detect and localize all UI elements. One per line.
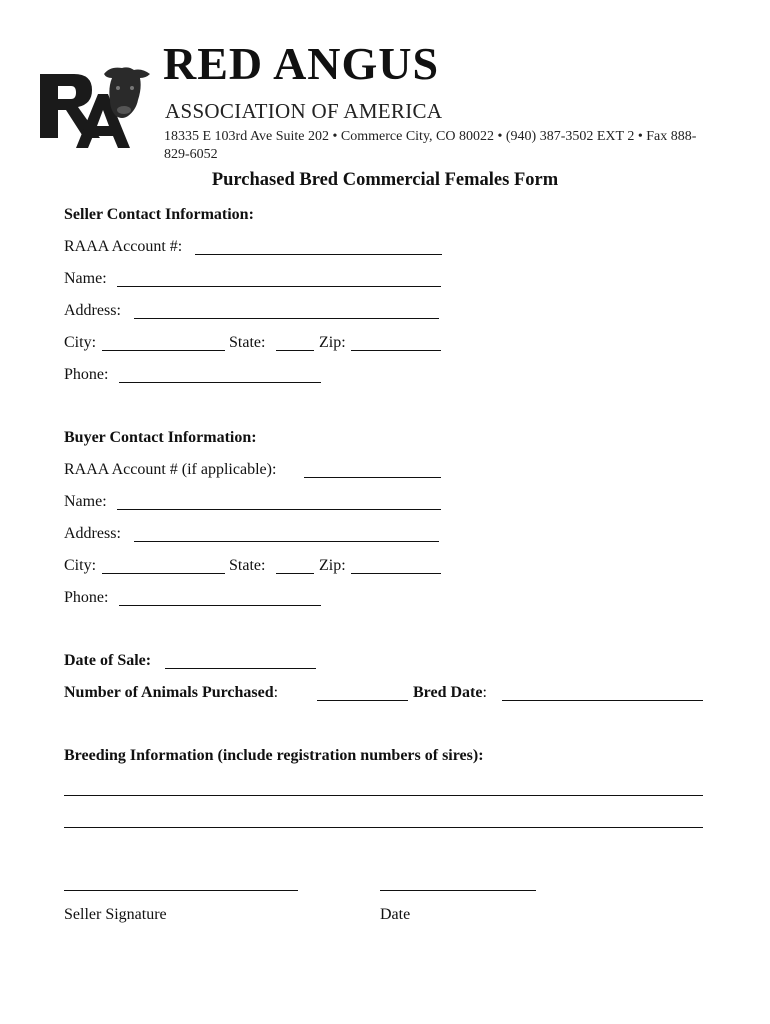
animals-purchased-label: Number of Animals Purchased <box>64 684 274 701</box>
buyer-name-field[interactable] <box>117 509 441 510</box>
buyer-state-label: State: <box>229 557 266 574</box>
buyer-section-heading: Buyer Contact Information: <box>64 429 257 446</box>
bred-date-field[interactable] <box>502 700 703 701</box>
date-of-sale-label: Date of Sale: <box>64 652 152 669</box>
buyer-city-field[interactable] <box>102 573 225 574</box>
seller-state-label: State: <box>229 334 266 351</box>
seller-signature-label: Seller Signature <box>64 906 167 923</box>
bred-date-colon: : <box>482 684 487 701</box>
buyer-account-label: RAAA Account # (if applicable): <box>64 461 277 478</box>
org-subtitle: ASSOCIATION OF AMERICA <box>165 99 443 123</box>
bred-date-label-row <box>413 684 487 702</box>
org-name: RED ANGUS <box>163 38 440 89</box>
buyer-address-field[interactable] <box>134 541 439 542</box>
signature-date-field[interactable] <box>380 890 536 891</box>
org-address: 18335 E 103rd Ave Suite 202 • Commerce City, CO 80022 • (940) 387-3502 EXT 2 • Fax 888-829-6052 <box>164 129 697 162</box>
seller-account-field[interactable] <box>195 254 442 255</box>
form-title: Purchased Bred Commercial Females Form <box>211 170 559 190</box>
seller-name-label: Name: <box>64 270 107 287</box>
seller-address-field[interactable] <box>134 318 439 319</box>
red-angus-logo-icon <box>38 66 154 148</box>
buyer-state-field[interactable] <box>276 573 314 574</box>
breeding-info-heading: Breeding Information (include registration numbers of sires): <box>64 747 484 764</box>
buyer-zip-label: Zip: <box>319 557 346 574</box>
seller-state-field[interactable] <box>276 350 314 351</box>
buyer-phone-field[interactable] <box>119 605 321 606</box>
buyer-city-label: City: <box>64 557 97 574</box>
seller-address-label: Address: <box>64 302 121 319</box>
seller-phone-label: Phone: <box>64 366 109 383</box>
signature-date-label: Date <box>380 906 411 923</box>
seller-section-heading: Seller Contact Information: <box>64 206 254 223</box>
animals-purchased-field[interactable] <box>317 700 408 701</box>
buyer-phone-label: Phone: <box>64 589 109 606</box>
buyer-name-label: Name: <box>64 493 107 510</box>
seller-zip-field[interactable] <box>351 350 441 351</box>
seller-signature-field[interactable] <box>64 890 298 891</box>
animals-colon: : <box>273 684 279 701</box>
buyer-zip-field[interactable] <box>351 573 441 574</box>
breeding-info-line-2[interactable] <box>64 827 703 828</box>
seller-phone-field[interactable] <box>119 382 321 383</box>
seller-name-field[interactable] <box>117 286 441 287</box>
breeding-info-line-1[interactable] <box>64 795 703 796</box>
seller-account-label: RAAA Account #: <box>64 238 183 255</box>
bred-date-label: Bred Date <box>413 684 483 701</box>
seller-city-field[interactable] <box>102 350 225 351</box>
date-of-sale-field[interactable] <box>165 668 316 669</box>
animals-purchased-label-row <box>64 684 278 702</box>
buyer-address-label: Address: <box>64 525 121 542</box>
seller-city-label: City: <box>64 334 97 351</box>
seller-zip-label: Zip: <box>319 334 346 351</box>
buyer-account-field[interactable] <box>304 477 441 478</box>
